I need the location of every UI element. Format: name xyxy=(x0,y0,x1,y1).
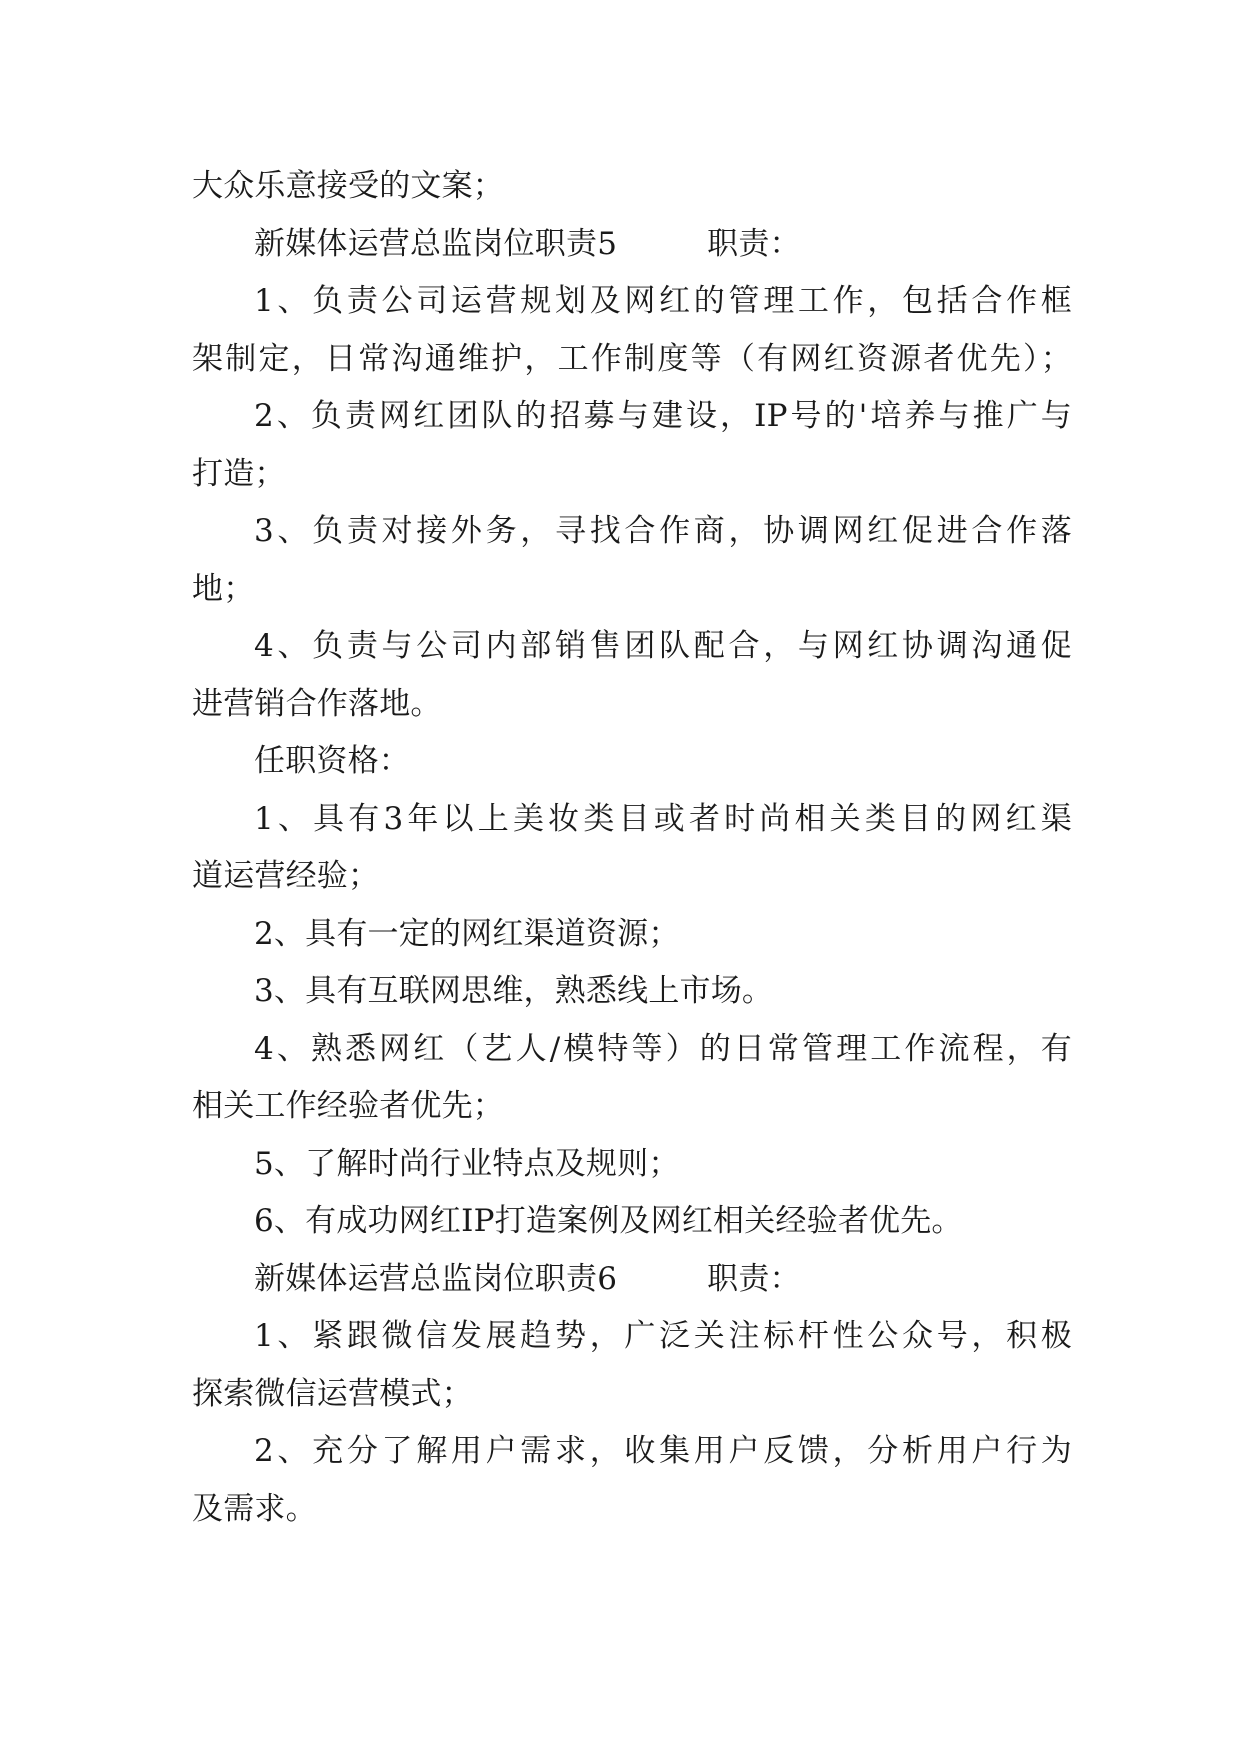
qualification-item-1-line-1: 1、具有3年以上美妆类目或者时尚相关类目的网红渠 xyxy=(254,800,1072,837)
duty-item-3-line-2: 地； xyxy=(192,570,255,607)
duty6-item-1-line-2: 探索微信运营模式； xyxy=(192,1375,473,1412)
qualification-item-4-line-2: 相关工作经验者优先； xyxy=(192,1088,504,1124)
paragraph-continuation: 大众乐意接受的文案； xyxy=(192,168,504,204)
qualification-item-2: 2、具有一定的网红渠道资源； xyxy=(254,915,680,952)
qualification-item-6: 6、有成功网红IP打造案例及网红相关经验者优先。 xyxy=(254,1203,963,1239)
qualification-item-1-line-2: 道运营经验； xyxy=(192,858,380,894)
duties-label-5: 职责： xyxy=(707,225,801,262)
duty-item-2-line-1: 2、负责网红团队的招募与建设，IP号的'培养与推广与 xyxy=(254,398,1072,434)
qualification-item-5: 5、了解时尚行业特点及规则； xyxy=(254,1145,680,1182)
qualifications-label: 任职资格： xyxy=(254,743,410,779)
duty-item-1-line-1: 1、负责公司运营规划及网红的管理工作，包括合作框 xyxy=(254,283,1072,319)
duty-item-4-line-2: 进营销合作落地。 xyxy=(192,685,442,722)
duty6-item-2-line-2: 及需求。 xyxy=(192,1490,317,1527)
duty-item-3-line-1: 3、负责对接外务，寻找合作商，协调网红促进合作落 xyxy=(254,513,1072,549)
duty-item-1-line-2: 架制定，日常沟通维护，工作制度等（有网红资源者优先）； xyxy=(192,340,1072,377)
section-heading-6 xyxy=(192,1251,1072,1309)
document-body xyxy=(192,158,1072,1538)
section-heading-5 xyxy=(192,216,1072,274)
duty6-item-2-line-1: 2、充分了解用户需求，收集用户反馈，分析用户行为 xyxy=(254,1433,1072,1469)
section-title-5: 新媒体运营总监岗位职责5 xyxy=(254,225,618,262)
section-title-6: 新媒体运营总监岗位职责6 xyxy=(254,1260,618,1297)
duties-label-6: 职责： xyxy=(707,1260,801,1297)
duty6-item-1-line-1: 1、紧跟微信发展趋势，广泛关注标杆性公众号，积极 xyxy=(254,1318,1072,1354)
qualification-item-4-line-1: 4、熟悉网红（艺人/模特等）的日常管理工作流程，有 xyxy=(254,1030,1072,1067)
duty-item-4-line-1: 4、负责与公司内部销售团队配合，与网红协调沟通促 xyxy=(254,628,1072,664)
qualification-item-3: 3、具有互联网思维，熟悉线上市场。 xyxy=(254,973,774,1009)
duty-item-2-line-2: 打造； xyxy=(192,455,286,492)
